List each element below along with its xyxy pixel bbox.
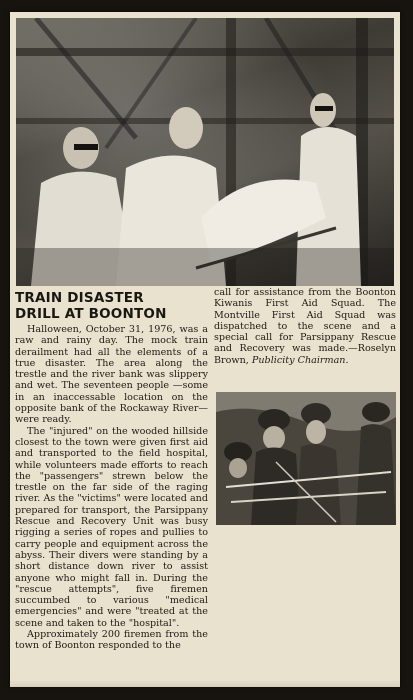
article-paragraph: Approximately 200 firemen from the town of Boonton responded to the [15, 629, 208, 652]
article-paragraph: Halloween, October 31, 1976, was a raw and rainy day. The mock train derailment had all the elements of a true disaster. The area along the trestle and the river bank was slippery and wet. The seventeen people —some in an inaccessable location on the opposite bank of the Rockaway River—were ready. [15, 324, 208, 426]
clipping-bottom-edge [10, 679, 400, 687]
article-column-2 [214, 287, 396, 366]
article-headline [15, 290, 210, 322]
headline-line-2: DRILL AT BOONTON [15, 306, 167, 322]
article-paragraph [214, 287, 396, 366]
newspaper-clipping [10, 12, 400, 687]
photo-illustration [216, 392, 396, 525]
article-paragraph: The "injured" on the wooded hillside closest to the town were given first aid and transported to the field hospital, while volunteers made efforts to reach the "passengers" strewn below the trestle on the far side of the raging river. As the "victims" were located and prepared for transport, the Parsippany Rescue and Recovery Unit was busy rigging a series of ropes and pullies to carry people and equipment across the abyss. Their divers were standing by a short distance down river to assist anyone who might fall in. During the "rescue attempts", five firemen succumbed to various "medical emergencies" and were "treated at the scene and taken to the "hospital". [15, 425, 208, 629]
article-column-1 [15, 324, 208, 652]
headline-line-1: TRAIN DISASTER [15, 290, 144, 306]
article-credit: Publicity Chairman. [251, 354, 349, 366]
rescue-workers-photo [16, 18, 394, 286]
photo-illustration [16, 18, 394, 286]
firemen-rope-rescue-photo [216, 392, 396, 525]
article-continuation: call for assistance from the Boonton Kiwanis First Aid Squad. The Montville First Aid Squad was dispatched to the scene and a special call for Parsippany Rescue and Recovery was made.—Roselyn Brown, [214, 287, 396, 366]
